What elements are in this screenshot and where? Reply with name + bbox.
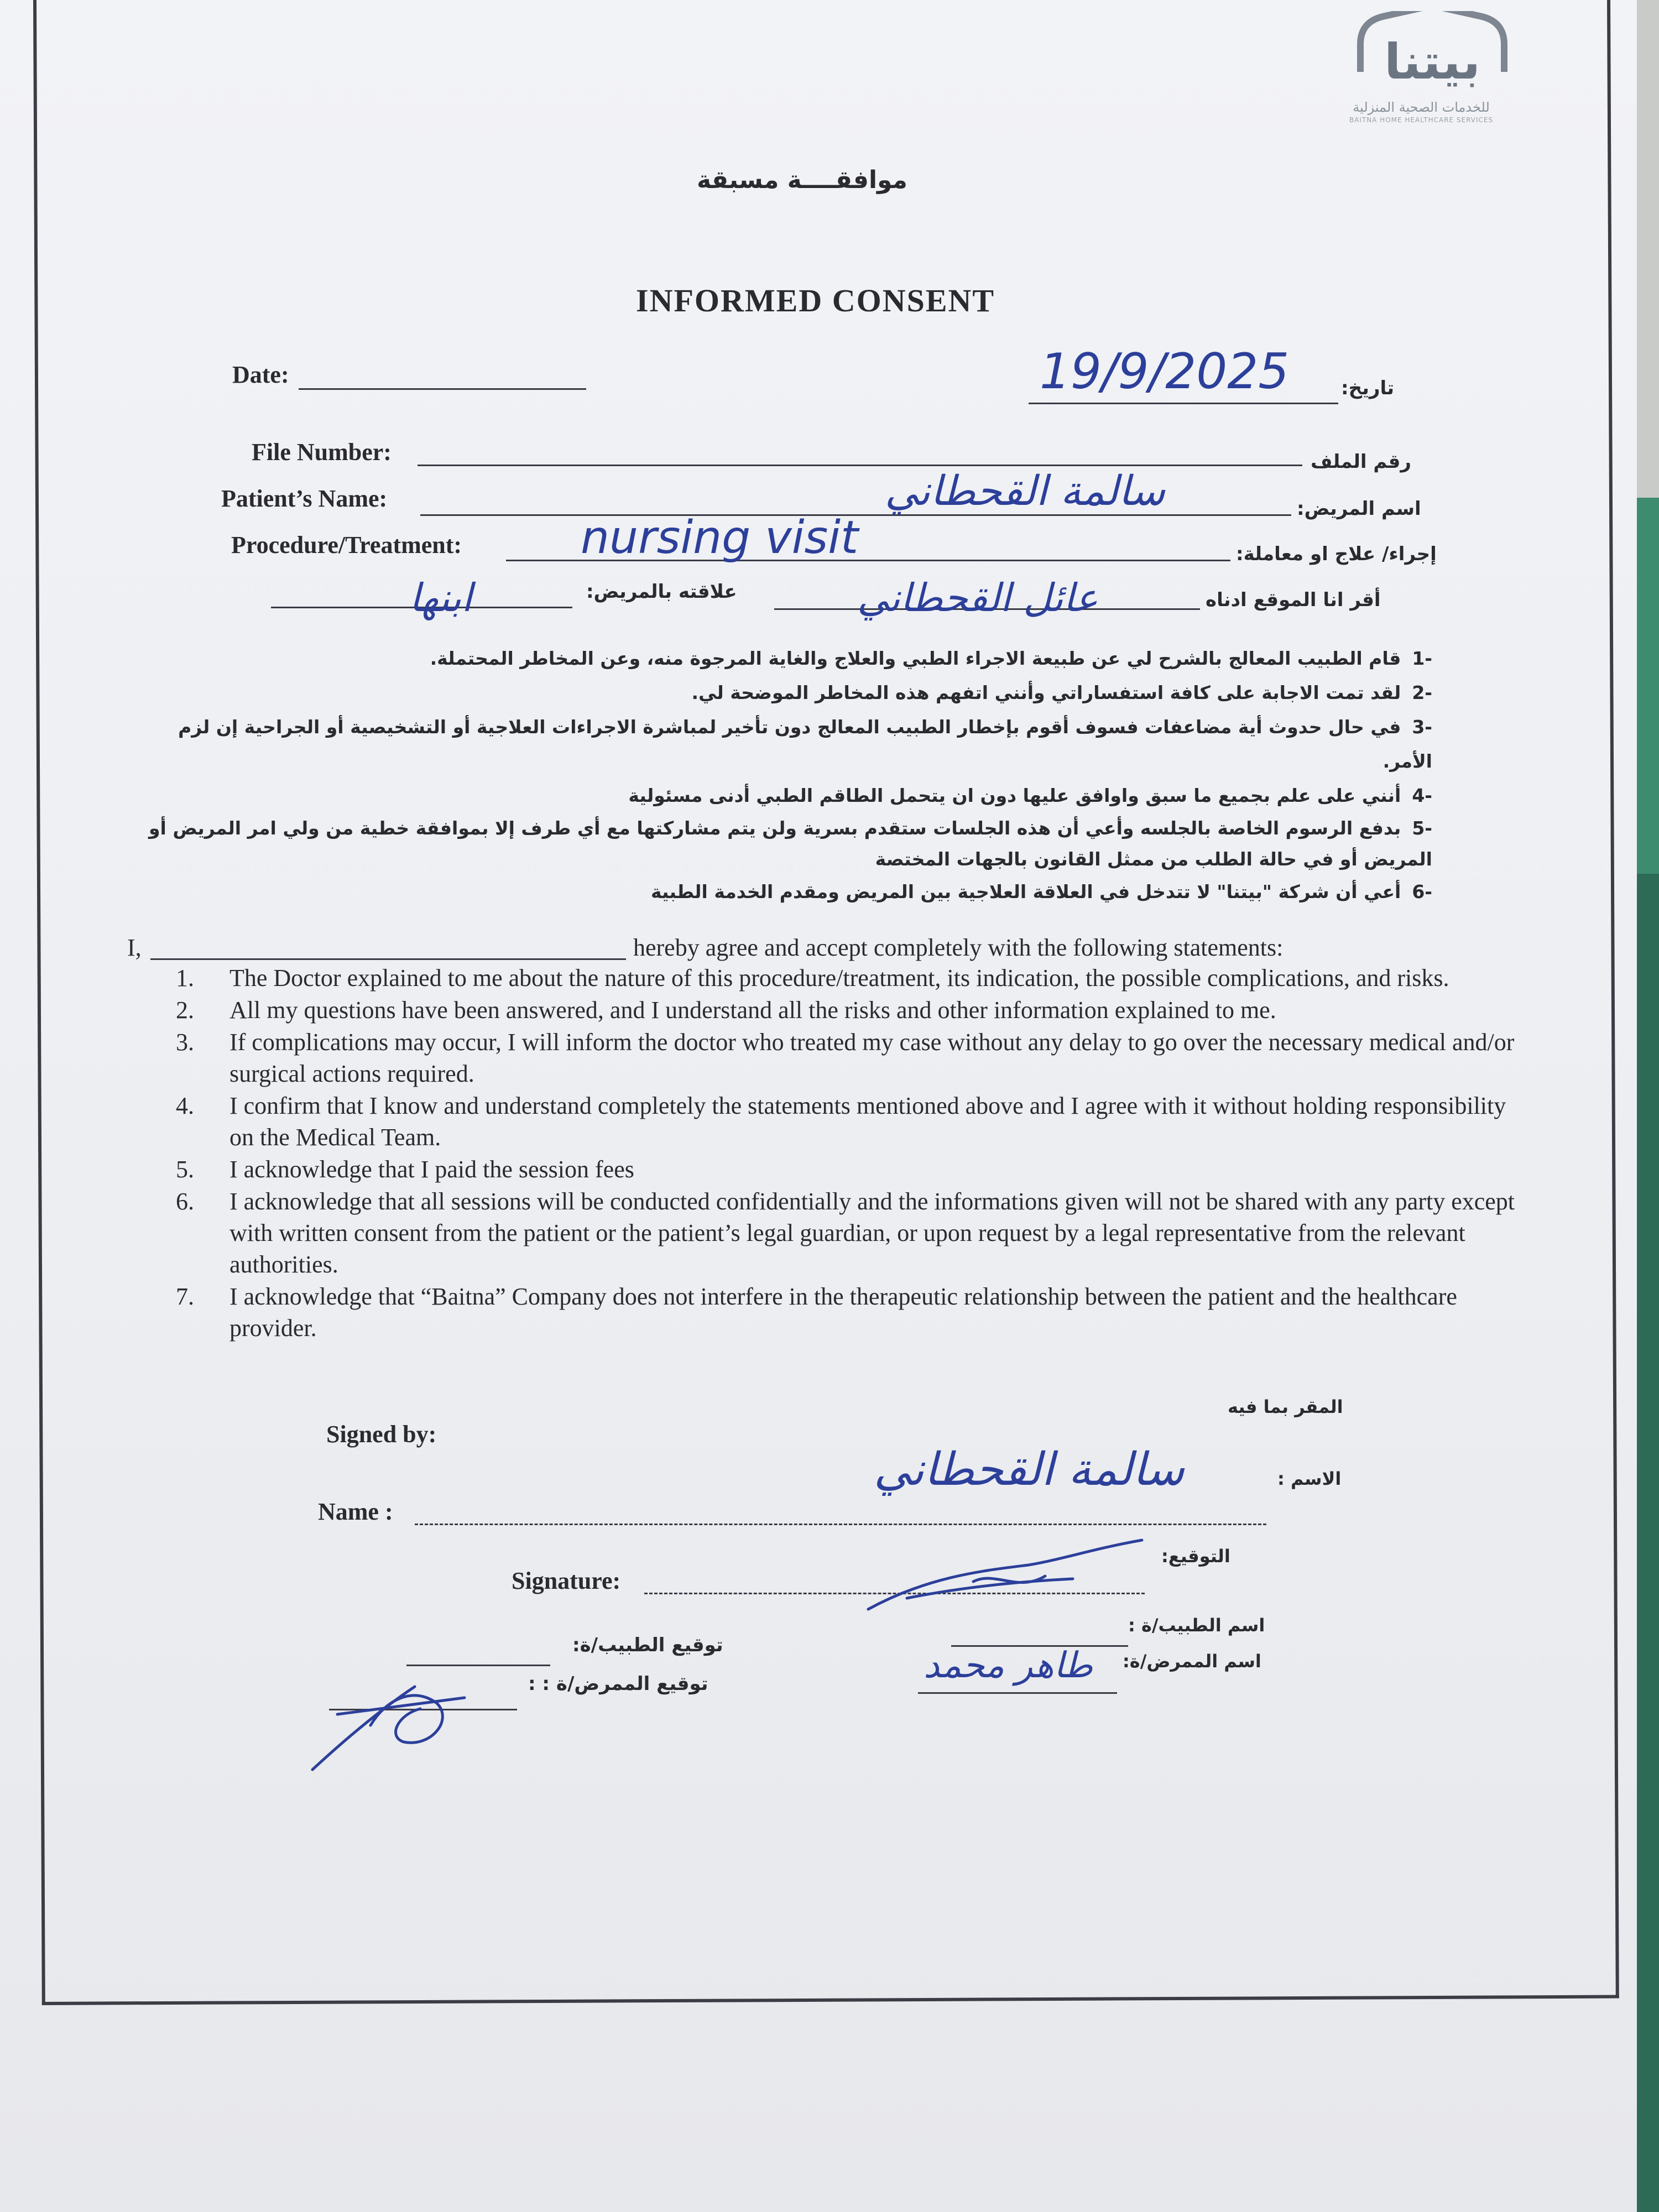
- arabic-statement: -5بدفع الرسوم الخاصة بالجلسه وأعي أن هذه الجلسات ستقدم بسرية ولن يتم مشاركتها مع أي طرف إلا بموافقة خطية من ولي امر المريض أو المريض أو في حالة الطلب من ممثل القانون بالجهات المختصة: [149, 817, 1432, 870]
- arabic-statement: -2لقد تمت الاجابة على كافة استفساراتي وأنني اتفهم هذه المخاطر الموضحة لي.: [691, 682, 1432, 703]
- name-line: [415, 1524, 1266, 1525]
- english-intro-prefix: I,: [127, 934, 142, 961]
- nurse-signature-label-ar: توقيع الممرض/ة : :: [528, 1673, 708, 1695]
- english-statement: 1. The Doctor explained to me about the nature of this procedure/treatment, its indication, the possible complications, and risks.: [176, 964, 1449, 992]
- english-intro-suffix: hereby agree and accept completely with the following statements:: [633, 934, 1284, 961]
- patient-name-value[interactable]: سالمة القحطاني: [885, 467, 1165, 515]
- english-statement: 5. I acknowledge that I paid the session fees: [176, 1156, 634, 1183]
- english-statement: 6. I acknowledge that all sessions will be conducted confidentially and the informations given will not be shared with any party except with written consent from the patient or the patient’s legal guardian, or upon request by a legal representative from the relevant authorities.: [176, 1188, 1515, 1278]
- name-label-ar: الاسم :: [1277, 1468, 1342, 1489]
- english-statement: 7. I acknowledge that “Baitna” Company does not interfere in the therapeutic relationship between the patient and the healthcare provider.: [176, 1283, 1457, 1342]
- title-english: INFORMED CONSENT: [636, 283, 995, 319]
- doctor-signature-label-ar: توقيع الطبيب/ة:: [572, 1634, 723, 1656]
- signature-label-ar: التوقيع:: [1161, 1546, 1230, 1567]
- acknowledged-label-ar: المقر بما فيه: [1228, 1396, 1343, 1417]
- procedure-label: Procedure/Treatment:: [231, 531, 462, 559]
- date-line-ar: [1029, 403, 1338, 404]
- relation-value[interactable]: ابنها: [409, 575, 472, 620]
- relation-label-ar: علاقته بالمريض:: [586, 581, 737, 603]
- date-label-ar: تاريخ:: [1341, 377, 1394, 399]
- nurse-signature-icon[interactable]: [304, 1665, 481, 1775]
- english-statements-list: [166, 962, 1521, 1344]
- procedure-value[interactable]: nursing visit: [581, 512, 859, 564]
- signer-name-value[interactable]: سالمة القحطاني: [874, 1443, 1185, 1496]
- patient-signature-icon[interactable]: [863, 1526, 1150, 1626]
- doctor-name-label-ar: اسم الطبيب/ة :: [1128, 1615, 1265, 1636]
- procedure-label-ar: إجراء/ علاج او معاملة:: [1236, 543, 1437, 565]
- english-statement: 3. If complications may occur, I will inform the doctor who treated my case without any delay to go over the necessary medical and/or surgical actions required.: [176, 1029, 1515, 1087]
- logo-name: بيتنا: [1384, 33, 1480, 90]
- name-label: Name :: [318, 1498, 393, 1525]
- arabic-statement: -1قام الطبيب المعالج بالشرح لي عن طبيعة الاجراء الطبي والعلاج والغاية المرجوة منه، وعن المخاطر المحتملة.: [430, 648, 1432, 669]
- date-value[interactable]: 19/9/2025: [1040, 343, 1290, 400]
- title-arabic: موافقــــة مسبقة: [697, 166, 907, 194]
- logo-subtitle-en: BAITNA HOME HEALTHCARE SERVICES: [1349, 116, 1494, 124]
- file-number-label-ar: رقم الملف: [1311, 451, 1411, 473]
- english-statement: 2. All my questions have been answered, and I understand all the risks and other information explained to me.: [176, 997, 1276, 1024]
- arabic-statements-list: [127, 641, 1432, 909]
- english-statement: 4. I confirm that I know and understand completely the statements mentioned above and I agree with it without holding responsibility on the Medical Team.: [176, 1092, 1506, 1151]
- file-number-field[interactable]: [418, 465, 1302, 466]
- arabic-statement: -3في حال حدوث أية مضاعفات فسوف أقوم بإخطار الطبيب المعالج دون تأخير لمباشرة الاجراءات العلاجية أو التشخيصية أو الجراحية إن لزم الأمر.: [178, 716, 1432, 772]
- signed-by-label: Signed by:: [326, 1421, 437, 1448]
- patient-name-label-ar: اسم المريض:: [1297, 498, 1421, 520]
- date-line: [299, 388, 586, 390]
- nurse-name-value[interactable]: طاهر محمد: [924, 1645, 1093, 1686]
- undersigned-value[interactable]: عائل القحطاني: [857, 575, 1098, 620]
- logo-subtitle: للخدمات الصحية المنزلية: [1353, 100, 1490, 115]
- nurse-name-label-ar: اسم الممرض/ة:: [1123, 1651, 1261, 1672]
- undersigned-label-ar: أقر انا الموقع ادناه: [1206, 589, 1381, 611]
- file-number-label: File Number:: [252, 439, 392, 466]
- patient-name-label: Patient’s Name:: [221, 485, 388, 512]
- nurse-name-line: [918, 1692, 1117, 1694]
- arabic-statement: -6أعي أن شركة "بيتنا" لا تتدخل في العلاقة العلاجية بين المريض ومقدم الخدمة الطبية: [651, 881, 1432, 902]
- signature-label: Signature:: [512, 1567, 621, 1594]
- agreeing-party-field[interactable]: [150, 958, 626, 960]
- arabic-statement: -4أنني على علم بجميع ما سبق واوافق عليها دون ان يتحمل الطاقم الطبي أدنى مسئولية: [628, 785, 1432, 806]
- date-label: Date:: [232, 361, 289, 388]
